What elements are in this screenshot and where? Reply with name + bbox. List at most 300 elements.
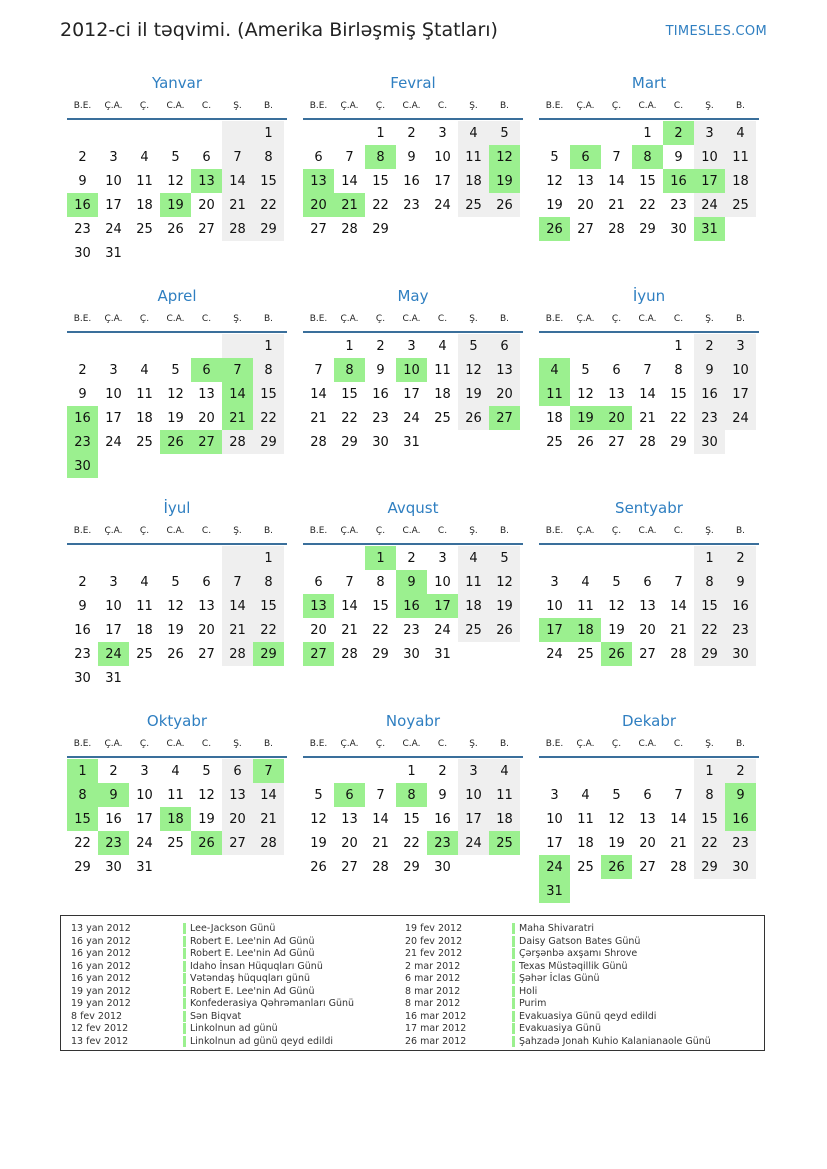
day-cell[interactable]: 23 — [725, 618, 756, 642]
day-cell[interactable]: 27 — [608, 434, 625, 450]
day-cell[interactable]: 27 — [577, 221, 594, 237]
holiday-day[interactable]: 6 — [570, 145, 601, 169]
day-cell[interactable]: 7 — [674, 787, 683, 803]
day-cell[interactable]: 2 — [376, 338, 385, 354]
day-cell[interactable]: 12 — [608, 811, 625, 827]
holiday-day[interactable]: 26 — [191, 831, 222, 855]
day-cell[interactable]: 17 — [434, 173, 451, 189]
day-cell[interactable]: 5 — [550, 149, 559, 165]
day-cell[interactable]: 16 — [403, 173, 420, 189]
day-cell[interactable]: 27 — [198, 221, 215, 237]
holiday-day[interactable]: 19 — [160, 193, 191, 217]
day-cell[interactable]: 9 — [78, 173, 87, 189]
day-cell[interactable]: 22 — [341, 410, 358, 426]
day-cell[interactable]: 15 — [694, 807, 725, 831]
day-cell[interactable]: 1 — [376, 125, 385, 141]
day-cell[interactable]: 26 — [167, 646, 184, 662]
holiday-day[interactable]: 21 — [334, 193, 365, 217]
day-cell[interactable]: 18 — [489, 807, 520, 831]
day-cell[interactable]: 25 — [577, 859, 594, 875]
day-cell[interactable]: 3 — [725, 334, 756, 358]
day-cell[interactable]: 15 — [403, 811, 420, 827]
day-cell[interactable]: 12 — [489, 570, 520, 594]
day-cell[interactable]: 13 — [489, 358, 520, 382]
day-cell[interactable]: 25 — [136, 221, 153, 237]
day-cell[interactable]: 19 — [489, 594, 520, 618]
day-cell[interactable]: 12 — [167, 598, 184, 614]
day-cell[interactable]: 12 — [546, 173, 563, 189]
day-cell[interactable]: 11 — [725, 145, 756, 169]
day-cell[interactable]: 28 — [639, 434, 656, 450]
day-cell[interactable]: 5 — [489, 546, 520, 570]
day-cell[interactable]: 18 — [136, 197, 153, 213]
day-cell[interactable]: 20 — [489, 382, 520, 406]
holiday-day[interactable]: 12 — [489, 145, 520, 169]
day-cell[interactable]: 25 — [577, 646, 594, 662]
day-cell[interactable]: 18 — [136, 410, 153, 426]
holiday-day[interactable]: 8 — [396, 783, 427, 807]
day-cell[interactable]: 25 — [434, 410, 451, 426]
day-cell[interactable]: 23 — [74, 646, 91, 662]
day-cell[interactable]: 16 — [105, 811, 122, 827]
day-cell[interactable]: 14 — [253, 783, 284, 807]
day-cell[interactable]: 9 — [674, 149, 683, 165]
day-cell[interactable]: 20 — [198, 622, 215, 638]
day-cell[interactable]: 5 — [612, 574, 621, 590]
day-cell[interactable]: 7 — [674, 574, 683, 590]
day-cell[interactable]: 14 — [639, 386, 656, 402]
day-cell[interactable]: 6 — [612, 362, 621, 378]
day-cell[interactable]: 30 — [725, 855, 756, 879]
day-cell[interactable]: 2 — [438, 763, 447, 779]
day-cell[interactable]: 4 — [581, 787, 590, 803]
day-cell[interactable]: 24 — [458, 831, 489, 855]
day-cell[interactable]: 18 — [458, 169, 489, 193]
day-cell[interactable]: 6 — [202, 149, 211, 165]
day-cell[interactable]: 8 — [674, 362, 683, 378]
holiday-day[interactable]: 13 — [303, 169, 334, 193]
holiday-day[interactable]: 13 — [303, 594, 334, 618]
holiday-day[interactable]: 20 — [303, 193, 334, 217]
day-cell[interactable]: 14 — [310, 386, 327, 402]
day-cell[interactable]: 9 — [407, 149, 416, 165]
day-cell[interactable]: 22 — [403, 835, 420, 851]
day-cell[interactable]: 22 — [372, 622, 389, 638]
day-cell[interactable]: 11 — [489, 783, 520, 807]
day-cell[interactable]: 23 — [403, 197, 420, 213]
day-cell[interactable]: 20 — [222, 807, 253, 831]
day-cell[interactable]: 15 — [639, 173, 656, 189]
day-cell[interactable]: 4 — [725, 121, 756, 145]
day-cell[interactable]: 21 — [253, 807, 284, 831]
day-cell[interactable]: 5 — [171, 149, 180, 165]
day-cell[interactable]: 17 — [403, 386, 420, 402]
day-cell[interactable]: 22 — [670, 410, 687, 426]
holiday-day[interactable]: 14 — [222, 382, 253, 406]
day-cell[interactable]: 24 — [403, 410, 420, 426]
day-cell[interactable]: 22 — [253, 618, 284, 642]
day-cell[interactable]: 27 — [198, 646, 215, 662]
day-cell[interactable]: 15 — [372, 598, 389, 614]
holiday-day[interactable]: 26 — [539, 217, 570, 241]
day-cell[interactable]: 21 — [222, 618, 253, 642]
day-cell[interactable]: 22 — [694, 618, 725, 642]
day-cell[interactable]: 18 — [546, 410, 563, 426]
holiday-day[interactable]: 1 — [365, 546, 396, 570]
day-cell[interactable]: 20 — [639, 622, 656, 638]
day-cell[interactable]: 27 — [310, 221, 327, 237]
day-cell[interactable]: 25 — [136, 646, 153, 662]
holiday-day[interactable]: 17 — [694, 169, 725, 193]
day-cell[interactable]: 16 — [74, 622, 91, 638]
day-cell[interactable]: 22 — [74, 835, 91, 851]
day-cell[interactable]: 5 — [314, 787, 323, 803]
holiday-day[interactable]: 17 — [427, 594, 458, 618]
day-cell[interactable]: 3 — [407, 338, 416, 354]
day-cell[interactable]: 28 — [341, 221, 358, 237]
day-cell[interactable]: 24 — [694, 193, 725, 217]
holiday-day[interactable]: 23 — [427, 831, 458, 855]
day-cell[interactable]: 10 — [434, 574, 451, 590]
day-cell[interactable]: 11 — [577, 811, 594, 827]
day-cell[interactable]: 3 — [458, 759, 489, 783]
day-cell[interactable]: 19 — [310, 835, 327, 851]
day-cell[interactable]: 11 — [167, 787, 184, 803]
day-cell[interactable]: 11 — [434, 362, 451, 378]
holiday-day[interactable]: 19 — [570, 406, 601, 430]
day-cell[interactable]: 31 — [136, 859, 153, 875]
day-cell[interactable]: 28 — [341, 646, 358, 662]
day-cell[interactable]: 29 — [253, 430, 284, 454]
day-cell[interactable]: 21 — [639, 410, 656, 426]
holiday-day[interactable]: 27 — [191, 430, 222, 454]
day-cell[interactable]: 25 — [725, 193, 756, 217]
day-cell[interactable]: 3 — [550, 574, 559, 590]
day-cell[interactable]: 28 — [253, 831, 284, 855]
day-cell[interactable]: 17 — [725, 382, 756, 406]
day-cell[interactable]: 8 — [253, 570, 284, 594]
day-cell[interactable]: 12 — [577, 386, 594, 402]
day-cell[interactable]: 19 — [198, 811, 215, 827]
day-cell[interactable]: 17 — [105, 197, 122, 213]
day-cell[interactable]: 29 — [670, 434, 687, 450]
day-cell[interactable]: 4 — [171, 763, 180, 779]
holiday-day[interactable]: 4 — [539, 358, 570, 382]
day-cell[interactable]: 4 — [438, 338, 447, 354]
day-cell[interactable]: 12 — [167, 386, 184, 402]
holiday-day[interactable]: 23 — [98, 831, 129, 855]
day-cell[interactable]: 12 — [198, 787, 215, 803]
day-cell[interactable]: 14 — [608, 173, 625, 189]
day-cell[interactable]: 3 — [694, 121, 725, 145]
day-cell[interactable]: 28 — [310, 434, 327, 450]
holiday-day[interactable]: 8 — [67, 783, 98, 807]
holiday-day[interactable]: 8 — [334, 358, 365, 382]
day-cell[interactable]: 4 — [458, 121, 489, 145]
holiday-day[interactable]: 29 — [253, 642, 284, 666]
day-cell[interactable]: 20 — [341, 835, 358, 851]
holiday-day[interactable]: 26 — [601, 855, 632, 879]
holiday-day[interactable]: 24 — [539, 855, 570, 879]
day-cell[interactable]: 3 — [438, 125, 447, 141]
day-cell[interactable]: 1 — [253, 334, 284, 358]
holiday-day[interactable]: 27 — [303, 642, 334, 666]
holiday-day[interactable]: 26 — [601, 642, 632, 666]
day-cell[interactable]: 1 — [407, 763, 416, 779]
holiday-day[interactable]: 20 — [601, 406, 632, 430]
day-cell[interactable]: 9 — [78, 598, 87, 614]
day-cell[interactable]: 4 — [140, 362, 149, 378]
day-cell[interactable]: 5 — [489, 121, 520, 145]
day-cell[interactable]: 30 — [403, 646, 420, 662]
day-cell[interactable]: 7 — [612, 149, 621, 165]
day-cell[interactable]: 29 — [639, 221, 656, 237]
day-cell[interactable]: 10 — [546, 811, 563, 827]
day-cell[interactable]: 15 — [253, 594, 284, 618]
day-cell[interactable]: 10 — [105, 173, 122, 189]
day-cell[interactable]: 10 — [105, 386, 122, 402]
day-cell[interactable]: 23 — [74, 221, 91, 237]
day-cell[interactable]: 24 — [136, 835, 153, 851]
day-cell[interactable]: 13 — [198, 386, 215, 402]
day-cell[interactable]: 21 — [310, 410, 327, 426]
day-cell[interactable]: 13 — [639, 811, 656, 827]
day-cell[interactable]: 10 — [694, 145, 725, 169]
day-cell[interactable]: 29 — [694, 855, 725, 879]
day-cell[interactable]: 28 — [670, 859, 687, 875]
day-cell[interactable]: 21 — [341, 622, 358, 638]
day-cell[interactable]: 23 — [694, 406, 725, 430]
day-cell[interactable]: 21 — [222, 193, 253, 217]
day-cell[interactable]: 11 — [136, 173, 153, 189]
holiday-day[interactable]: 11 — [539, 382, 570, 406]
day-cell[interactable]: 9 — [694, 358, 725, 382]
day-cell[interactable]: 18 — [725, 169, 756, 193]
day-cell[interactable]: 6 — [643, 787, 652, 803]
day-cell[interactable]: 10 — [136, 787, 153, 803]
day-cell[interactable]: 31 — [434, 646, 451, 662]
day-cell[interactable]: 15 — [694, 594, 725, 618]
holiday-day[interactable]: 31 — [694, 217, 725, 241]
day-cell[interactable]: 27 — [639, 859, 656, 875]
day-cell[interactable]: 5 — [581, 362, 590, 378]
day-cell[interactable]: 28 — [222, 217, 253, 241]
holiday-day[interactable]: 13 — [191, 169, 222, 193]
holiday-day[interactable]: 1 — [67, 759, 98, 783]
day-cell[interactable]: 3 — [109, 362, 118, 378]
day-cell[interactable]: 11 — [136, 598, 153, 614]
day-cell[interactable]: 15 — [341, 386, 358, 402]
day-cell[interactable]: 12 — [167, 173, 184, 189]
day-cell[interactable]: 14 — [341, 598, 358, 614]
day-cell[interactable]: 17 — [105, 410, 122, 426]
day-cell[interactable]: 20 — [639, 835, 656, 851]
day-cell[interactable]: 11 — [458, 145, 489, 169]
day-cell[interactable]: 17 — [546, 835, 563, 851]
day-cell[interactable]: 28 — [608, 221, 625, 237]
day-cell[interactable]: 17 — [458, 807, 489, 831]
day-cell[interactable]: 14 — [341, 173, 358, 189]
day-cell[interactable]: 25 — [458, 618, 489, 642]
day-cell[interactable]: 16 — [725, 594, 756, 618]
day-cell[interactable]: 18 — [136, 622, 153, 638]
day-cell[interactable]: 4 — [458, 546, 489, 570]
day-cell[interactable]: 7 — [345, 149, 354, 165]
day-cell[interactable]: 3 — [140, 763, 149, 779]
holiday-day[interactable]: 8 — [365, 145, 396, 169]
day-cell[interactable]: 15 — [253, 169, 284, 193]
day-cell[interactable]: 27 — [341, 859, 358, 875]
day-cell[interactable]: 13 — [639, 598, 656, 614]
holiday-day[interactable]: 16 — [67, 406, 98, 430]
day-cell[interactable]: 30 — [372, 434, 389, 450]
day-cell[interactable]: 1 — [674, 338, 683, 354]
day-cell[interactable]: 23 — [372, 410, 389, 426]
day-cell[interactable]: 29 — [372, 221, 389, 237]
holiday-day[interactable]: 17 — [539, 618, 570, 642]
day-cell[interactable]: 10 — [105, 598, 122, 614]
holiday-day[interactable]: 30 — [67, 454, 98, 478]
day-cell[interactable]: 13 — [608, 386, 625, 402]
day-cell[interactable]: 29 — [694, 642, 725, 666]
holiday-day[interactable]: 9 — [725, 783, 756, 807]
day-cell[interactable]: 26 — [310, 859, 327, 875]
day-cell[interactable]: 22 — [253, 406, 284, 430]
day-cell[interactable]: 10 — [458, 783, 489, 807]
day-cell[interactable]: 11 — [577, 598, 594, 614]
day-cell[interactable]: 28 — [372, 859, 389, 875]
day-cell[interactable]: 1 — [643, 125, 652, 141]
day-cell[interactable]: 9 — [725, 570, 756, 594]
day-cell[interactable]: 17 — [105, 622, 122, 638]
day-cell[interactable]: 13 — [222, 783, 253, 807]
day-cell[interactable]: 6 — [202, 574, 211, 590]
day-cell[interactable]: 31 — [105, 670, 122, 686]
day-cell[interactable]: 11 — [458, 570, 489, 594]
day-cell[interactable]: 19 — [608, 622, 625, 638]
day-cell[interactable]: 23 — [670, 197, 687, 213]
day-cell[interactable]: 1 — [694, 759, 725, 783]
day-cell[interactable]: 31 — [105, 245, 122, 261]
day-cell[interactable]: 28 — [222, 642, 253, 666]
day-cell[interactable]: 18 — [434, 386, 451, 402]
day-cell[interactable]: 29 — [372, 646, 389, 662]
day-cell[interactable]: 13 — [577, 173, 594, 189]
day-cell[interactable]: 19 — [546, 197, 563, 213]
day-cell[interactable]: 30 — [694, 430, 725, 454]
day-cell[interactable]: 12 — [608, 598, 625, 614]
holiday-day[interactable]: 16 — [663, 169, 694, 193]
day-cell[interactable]: 9 — [376, 362, 385, 378]
day-cell[interactable]: 18 — [458, 594, 489, 618]
day-cell[interactable]: 29 — [74, 859, 91, 875]
day-cell[interactable]: 30 — [105, 859, 122, 875]
holiday-day[interactable]: 15 — [67, 807, 98, 831]
day-cell[interactable]: 25 — [167, 835, 184, 851]
holiday-day[interactable]: 7 — [222, 358, 253, 382]
day-cell[interactable]: 20 — [198, 197, 215, 213]
day-cell[interactable]: 24 — [105, 221, 122, 237]
day-cell[interactable]: 21 — [608, 197, 625, 213]
day-cell[interactable]: 25 — [136, 434, 153, 450]
day-cell[interactable]: 1 — [345, 338, 354, 354]
day-cell[interactable]: 20 — [577, 197, 594, 213]
day-cell[interactable]: 18 — [577, 835, 594, 851]
day-cell[interactable]: 19 — [167, 410, 184, 426]
day-cell[interactable]: 2 — [725, 759, 756, 783]
day-cell[interactable]: 9 — [78, 386, 87, 402]
holiday-day[interactable]: 10 — [396, 358, 427, 382]
day-cell[interactable]: 24 — [434, 622, 451, 638]
day-cell[interactable]: 7 — [643, 362, 652, 378]
day-cell[interactable]: 30 — [725, 642, 756, 666]
day-cell[interactable]: 26 — [167, 221, 184, 237]
day-cell[interactable]: 15 — [253, 382, 284, 406]
day-cell[interactable]: 21 — [372, 835, 389, 851]
holiday-day[interactable]: 9 — [98, 783, 129, 807]
holiday-day[interactable]: 27 — [489, 406, 520, 430]
day-cell[interactable]: 26 — [489, 193, 520, 217]
day-cell[interactable]: 27 — [639, 646, 656, 662]
day-cell[interactable]: 28 — [222, 430, 253, 454]
day-cell[interactable]: 31 — [403, 434, 420, 450]
day-cell[interactable]: 22 — [253, 193, 284, 217]
day-cell[interactable]: 14 — [222, 169, 253, 193]
holiday-day[interactable]: 18 — [160, 807, 191, 831]
day-cell[interactable]: 21 — [670, 835, 687, 851]
day-cell[interactable]: 16 — [372, 386, 389, 402]
holiday-day[interactable]: 26 — [160, 430, 191, 454]
day-cell[interactable]: 16 — [434, 811, 451, 827]
day-cell[interactable]: 16 — [694, 382, 725, 406]
holiday-day[interactable]: 25 — [489, 831, 520, 855]
day-cell[interactable]: 9 — [438, 787, 447, 803]
day-cell[interactable]: 23 — [403, 622, 420, 638]
day-cell[interactable]: 24 — [725, 406, 756, 430]
day-cell[interactable]: 26 — [577, 434, 594, 450]
holiday-day[interactable]: 6 — [334, 783, 365, 807]
day-cell[interactable]: 14 — [670, 811, 687, 827]
day-cell[interactable]: 8 — [253, 358, 284, 382]
day-cell[interactable]: 5 — [202, 763, 211, 779]
day-cell[interactable]: 7 — [376, 787, 385, 803]
day-cell[interactable]: 1 — [253, 121, 284, 145]
day-cell[interactable]: 3 — [438, 550, 447, 566]
day-cell[interactable]: 25 — [546, 434, 563, 450]
day-cell[interactable]: 29 — [253, 217, 284, 241]
day-cell[interactable]: 24 — [105, 434, 122, 450]
brand-logo[interactable]: TIMESLES.COM — [665, 24, 767, 39]
day-cell[interactable]: 20 — [198, 410, 215, 426]
day-cell[interactable]: 30 — [434, 859, 451, 875]
day-cell[interactable]: 20 — [310, 622, 327, 638]
day-cell[interactable]: 30 — [670, 221, 687, 237]
day-cell[interactable]: 5 — [171, 362, 180, 378]
day-cell[interactable]: 2 — [109, 763, 118, 779]
holiday-day[interactable]: 23 — [67, 430, 98, 454]
day-cell[interactable]: 8 — [694, 570, 725, 594]
day-cell[interactable]: 2 — [694, 334, 725, 358]
holiday-day[interactable]: 16 — [725, 807, 756, 831]
holiday-day[interactable]: 16 — [396, 594, 427, 618]
day-cell[interactable]: 19 — [458, 382, 489, 406]
day-cell[interactable]: 6 — [222, 759, 253, 783]
day-cell[interactable]: 3 — [109, 149, 118, 165]
day-cell[interactable]: 11 — [136, 386, 153, 402]
day-cell[interactable]: 22 — [639, 197, 656, 213]
day-cell[interactable]: 3 — [550, 787, 559, 803]
day-cell[interactable]: 2 — [78, 149, 87, 165]
